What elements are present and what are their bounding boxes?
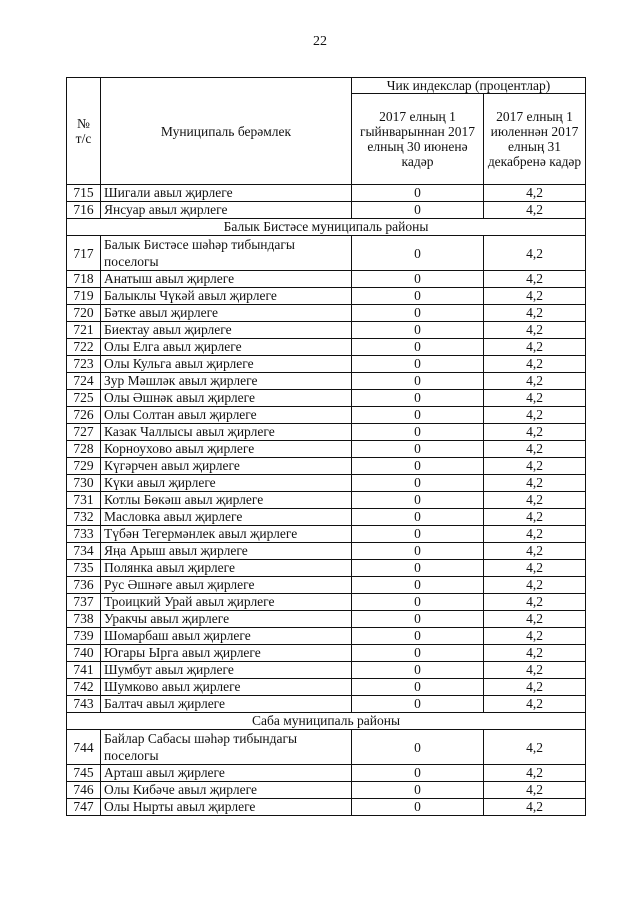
- header-period-first-half: 2017 елның 1 гыйнварыннан 2017 елның 30 июненә кадәр: [352, 94, 484, 185]
- row-index-second-half: 4,2: [484, 662, 586, 679]
- row-number: 717: [67, 236, 101, 271]
- section-row: [67, 219, 586, 236]
- row-index-first-half: 0: [352, 730, 484, 765]
- row-number: 747: [67, 799, 101, 816]
- row-index-first-half: 0: [352, 185, 484, 202]
- row-number: 740: [67, 645, 101, 662]
- row-number: 715: [67, 185, 101, 202]
- row-number: 720: [67, 305, 101, 322]
- table-row: [67, 305, 586, 322]
- row-index-second-half: 4,2: [484, 730, 586, 765]
- header-period-second-half: 2017 елның 1 июленнән 2017 елның 31 декабренә кадәр: [484, 94, 586, 185]
- header-limit-indices: Чик индекслар (процентлар): [352, 78, 586, 94]
- row-municipality: Олы Нырты авыл җирлеге: [101, 799, 352, 816]
- row-municipality: Казак Чаллысы авыл җирлеге: [101, 424, 352, 441]
- row-index-first-half: 0: [352, 407, 484, 424]
- row-number: 734: [67, 543, 101, 560]
- row-index-first-half: 0: [352, 202, 484, 219]
- row-index-first-half: 0: [352, 441, 484, 458]
- row-index-second-half: 4,2: [484, 458, 586, 475]
- row-index-second-half: 4,2: [484, 236, 586, 271]
- row-number: 725: [67, 390, 101, 407]
- row-municipality: Рус Әшнәге авыл җирлеге: [101, 577, 352, 594]
- page-number: 22: [313, 34, 327, 49]
- row-index-second-half: 4,2: [484, 782, 586, 799]
- row-municipality: Котлы Бөкәш авыл җирлеге: [101, 492, 352, 509]
- row-index-first-half: 0: [352, 424, 484, 441]
- limit-indices-table: [66, 77, 586, 816]
- table-row: [67, 339, 586, 356]
- row-number: 741: [67, 662, 101, 679]
- row-number: 719: [67, 288, 101, 305]
- row-number: 726: [67, 407, 101, 424]
- row-number: 737: [67, 594, 101, 611]
- row-index-second-half: 4,2: [484, 407, 586, 424]
- table-row: [67, 509, 586, 526]
- row-index-first-half: 0: [352, 577, 484, 594]
- row-index-first-half: 0: [352, 458, 484, 475]
- row-municipality: Корноухово авыл җирлеге: [101, 441, 352, 458]
- row-index-second-half: 4,2: [484, 356, 586, 373]
- row-index-first-half: 0: [352, 373, 484, 390]
- row-number: 733: [67, 526, 101, 543]
- row-municipality: Масловка авыл җирлеге: [101, 509, 352, 526]
- row-index-second-half: 4,2: [484, 526, 586, 543]
- row-municipality: Шигали авыл җирлеге: [101, 185, 352, 202]
- table-row: [67, 185, 586, 202]
- row-number: 744: [67, 730, 101, 765]
- row-number: 718: [67, 271, 101, 288]
- row-index-first-half: 0: [352, 628, 484, 645]
- table-row: [67, 594, 586, 611]
- row-municipality: Олы Кульга авыл җирлеге: [101, 356, 352, 373]
- table-row: [67, 782, 586, 799]
- table-row: [67, 543, 586, 560]
- row-municipality: Олы Елга авыл җирлеге: [101, 339, 352, 356]
- row-index-first-half: 0: [352, 782, 484, 799]
- row-index-second-half: 4,2: [484, 577, 586, 594]
- row-index-second-half: 4,2: [484, 271, 586, 288]
- row-municipality: Троицкий Урай авыл җирлеге: [101, 594, 352, 611]
- row-municipality: Балык Бистәсе шәһәр тибындагы поселогы: [101, 236, 352, 271]
- table-body: [67, 185, 586, 816]
- table-row: [67, 475, 586, 492]
- row-index-first-half: 0: [352, 492, 484, 509]
- row-index-first-half: 0: [352, 662, 484, 679]
- row-municipality: Полянка авыл җирлеге: [101, 560, 352, 577]
- row-index-first-half: 0: [352, 611, 484, 628]
- row-municipality: Күки авыл җирлеге: [101, 475, 352, 492]
- header-number-line2: т/с: [75, 131, 92, 146]
- row-municipality: Шомарбаш авыл җирлеге: [101, 628, 352, 645]
- row-number: 724: [67, 373, 101, 390]
- row-index-first-half: 0: [352, 390, 484, 407]
- row-municipality: Олы Солтан авыл җирлеге: [101, 407, 352, 424]
- row-index-first-half: 0: [352, 594, 484, 611]
- table-row: [67, 526, 586, 543]
- header-number: [67, 78, 101, 185]
- row-index-first-half: 0: [352, 560, 484, 577]
- header-municipality: Муниципаль берәмлек: [101, 78, 352, 185]
- table-row: [67, 441, 586, 458]
- row-number: 721: [67, 322, 101, 339]
- row-index-first-half: 0: [352, 475, 484, 492]
- row-index-first-half: 0: [352, 288, 484, 305]
- row-number: 735: [67, 560, 101, 577]
- row-index-first-half: 0: [352, 526, 484, 543]
- row-number: 727: [67, 424, 101, 441]
- row-index-second-half: 4,2: [484, 390, 586, 407]
- row-index-second-half: 4,2: [484, 645, 586, 662]
- section-row: [67, 713, 586, 730]
- row-index-first-half: 0: [352, 679, 484, 696]
- row-municipality: Шумково авыл җирлеге: [101, 679, 352, 696]
- row-municipality: Шумбут авыл җирлеге: [101, 662, 352, 679]
- row-municipality: Байлар Сабасы шәһәр тибындагы поселогы: [101, 730, 352, 765]
- row-municipality: Олы Әшнәк авыл җирлеге: [101, 390, 352, 407]
- row-index-second-half: 4,2: [484, 339, 586, 356]
- row-municipality: Анатыш авыл җирлеге: [101, 271, 352, 288]
- row-number: 736: [67, 577, 101, 594]
- row-index-second-half: 4,2: [484, 322, 586, 339]
- table-row: [67, 356, 586, 373]
- row-index-first-half: 0: [352, 356, 484, 373]
- table-row: [67, 679, 586, 696]
- table-row: [67, 765, 586, 782]
- row-index-first-half: 0: [352, 509, 484, 526]
- row-index-second-half: 4,2: [484, 560, 586, 577]
- row-municipality: Янсуар авыл җирлеге: [101, 202, 352, 219]
- row-municipality: Югары Ырга авыл җирлеге: [101, 645, 352, 662]
- row-index-first-half: 0: [352, 271, 484, 288]
- row-municipality: Балтач авыл җирлеге: [101, 696, 352, 713]
- row-number: 746: [67, 782, 101, 799]
- row-index-first-half: 0: [352, 305, 484, 322]
- row-municipality: Биектау авыл җирлеге: [101, 322, 352, 339]
- table-row: [67, 407, 586, 424]
- row-municipality: Олы Кибәче авыл җирлеге: [101, 782, 352, 799]
- table-row: [67, 628, 586, 645]
- header-number-line1: №: [77, 116, 90, 131]
- row-number: 745: [67, 765, 101, 782]
- row-index-second-half: 4,2: [484, 305, 586, 322]
- row-municipality: Күгәрчен авыл җирлеге: [101, 458, 352, 475]
- row-index-first-half: 0: [352, 236, 484, 271]
- row-index-second-half: 4,2: [484, 696, 586, 713]
- section-title: Саба муниципаль районы: [67, 713, 586, 730]
- row-municipality: Уракчы авыл җирлеге: [101, 611, 352, 628]
- row-index-second-half: 4,2: [484, 288, 586, 305]
- table-row: [67, 577, 586, 594]
- table-row: [67, 202, 586, 219]
- row-number: 729: [67, 458, 101, 475]
- table-row: [67, 458, 586, 475]
- table-row: [67, 662, 586, 679]
- row-index-second-half: 4,2: [484, 373, 586, 390]
- table-row: [67, 322, 586, 339]
- row-number: 731: [67, 492, 101, 509]
- row-index-second-half: 4,2: [484, 611, 586, 628]
- row-number: 730: [67, 475, 101, 492]
- row-index-second-half: 4,2: [484, 594, 586, 611]
- table-row: [67, 799, 586, 816]
- table-row: [67, 696, 586, 713]
- row-number: 732: [67, 509, 101, 526]
- row-index-second-half: 4,2: [484, 185, 586, 202]
- table-row: [67, 236, 586, 271]
- row-municipality: Бәтке авыл җирлеге: [101, 305, 352, 322]
- row-municipality: Яңа Арыш авыл җирлеге: [101, 543, 352, 560]
- table-row: [67, 271, 586, 288]
- table-row: [67, 424, 586, 441]
- table-row: [67, 288, 586, 305]
- row-number: 738: [67, 611, 101, 628]
- row-index-second-half: 4,2: [484, 628, 586, 645]
- row-index-second-half: 4,2: [484, 679, 586, 696]
- row-index-second-half: 4,2: [484, 799, 586, 816]
- row-index-second-half: 4,2: [484, 543, 586, 560]
- table-row: [67, 560, 586, 577]
- row-index-first-half: 0: [352, 543, 484, 560]
- table-row: [67, 645, 586, 662]
- row-index-second-half: 4,2: [484, 475, 586, 492]
- row-index-first-half: 0: [352, 322, 484, 339]
- row-index-second-half: 4,2: [484, 441, 586, 458]
- row-municipality: Зур Мәшләк авыл җирлеге: [101, 373, 352, 390]
- table-header: [67, 78, 586, 185]
- row-index-second-half: 4,2: [484, 424, 586, 441]
- row-municipality: Арташ авыл җирлеге: [101, 765, 352, 782]
- row-index-first-half: 0: [352, 645, 484, 662]
- row-index-first-half: 0: [352, 696, 484, 713]
- table-row: [67, 730, 586, 765]
- row-index-first-half: 0: [352, 765, 484, 782]
- row-number: 739: [67, 628, 101, 645]
- row-municipality: Түбән Тегермәнлек авыл җирлеге: [101, 526, 352, 543]
- row-number: 728: [67, 441, 101, 458]
- row-number: 742: [67, 679, 101, 696]
- section-title: Балык Бистәсе муниципаль районы: [67, 219, 586, 236]
- row-index-second-half: 4,2: [484, 492, 586, 509]
- table-row: [67, 492, 586, 509]
- row-index-first-half: 0: [352, 799, 484, 816]
- row-index-first-half: 0: [352, 339, 484, 356]
- row-number: 716: [67, 202, 101, 219]
- row-municipality: Балыклы Чүкәй авыл җирлеге: [101, 288, 352, 305]
- row-index-second-half: 4,2: [484, 202, 586, 219]
- row-index-second-half: 4,2: [484, 765, 586, 782]
- row-number: 723: [67, 356, 101, 373]
- row-index-second-half: 4,2: [484, 509, 586, 526]
- table-row: [67, 373, 586, 390]
- row-number: 743: [67, 696, 101, 713]
- table-row: [67, 390, 586, 407]
- row-number: 722: [67, 339, 101, 356]
- table-row: [67, 611, 586, 628]
